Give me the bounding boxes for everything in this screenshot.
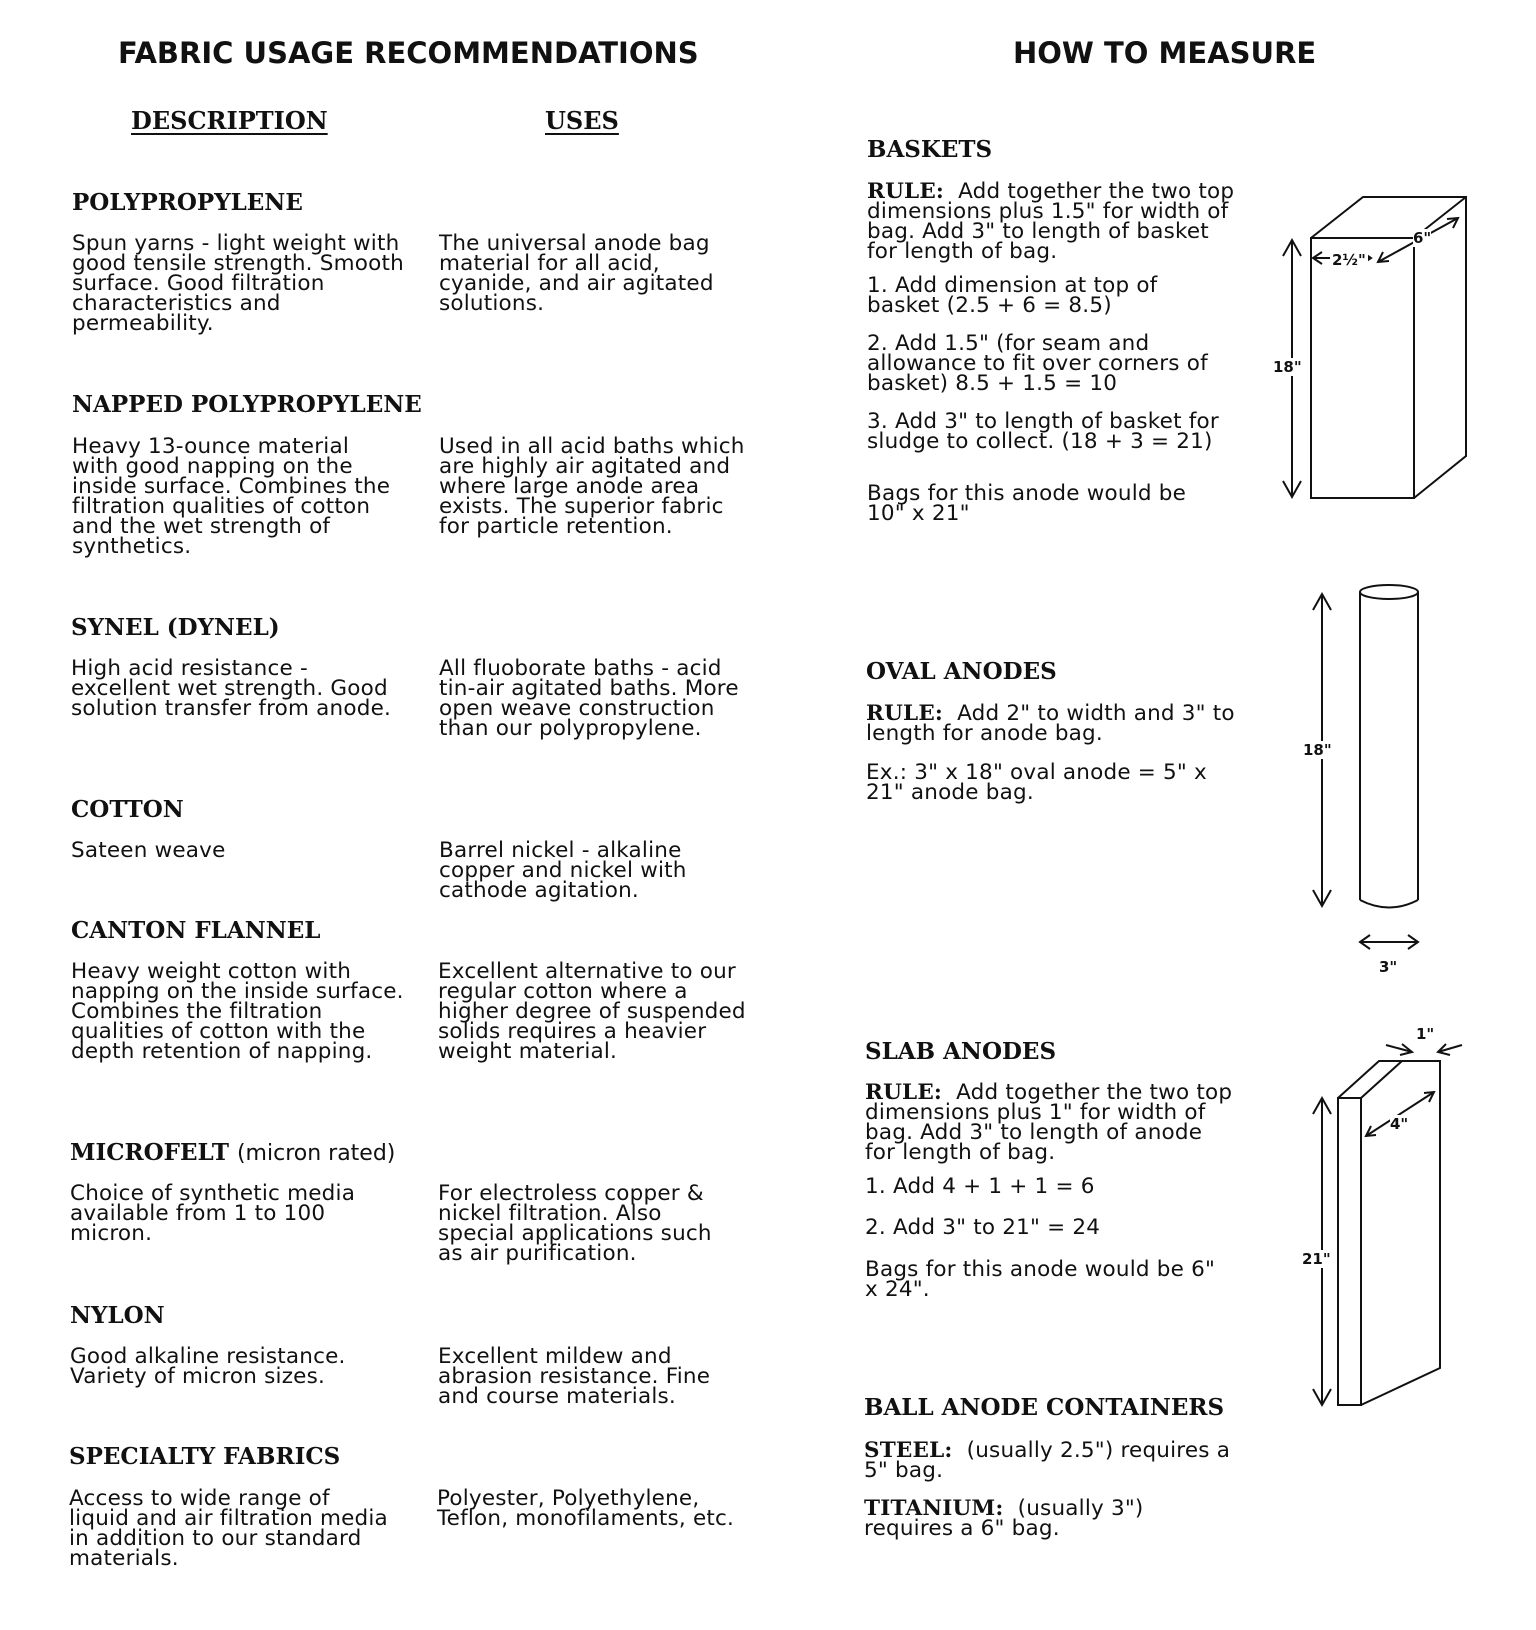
fabric-name: SYNEL (DYNEL) bbox=[71, 614, 280, 641]
fabric-description: High acid resistance - excellent wet strength. Good solution transfer from anode. bbox=[71, 656, 392, 721]
baskets-step-2: 2. Add 1.5" (for seam and allowance to fit over corners of basket) 8.5 + 1.5 = 10 bbox=[867, 331, 1208, 396]
slab-step-2: 2. Add 3" to 21" = 24 bbox=[865, 1215, 1101, 1240]
fabric-description: Access to wide range of liquid and air filtration media in addition to our standard materials. bbox=[69, 1486, 388, 1571]
slab-width-label: 4" bbox=[1390, 1115, 1409, 1133]
fabric-name: CANTON FLANNEL bbox=[71, 917, 321, 944]
slab-anodes-heading: SLAB ANODES bbox=[865, 1038, 1057, 1065]
oval-width-arrow bbox=[1360, 935, 1418, 949]
rule-label: RULE: bbox=[866, 701, 944, 726]
basket-depth-label: 6" bbox=[1413, 229, 1432, 247]
description-column-header: DESCRIPTION bbox=[131, 106, 328, 135]
rule-text: Add 2" to width and 3" to length for anode bag. bbox=[866, 701, 1235, 746]
fabric-name: NYLON bbox=[70, 1302, 165, 1329]
fabric-name-text: MICROFELT bbox=[70, 1139, 229, 1166]
fabric-description: Spun yarns - light weight with good tensile strength. Smooth surface. Good filtration characteristics and permeability. bbox=[72, 231, 404, 336]
oval-example: Ex.: 3" x 18" oval anode = 5" x 21" anode bag. bbox=[866, 760, 1207, 805]
oval-height-label: 18" bbox=[1303, 741, 1332, 759]
fabric-description: Heavy 13-ounce material with good napping on the inside surface. Combines the filtration qualities of cotton and the wet strength of synthetics. bbox=[72, 434, 391, 559]
fabric-uses: Excellent mildew and abrasion resistance. Fine and course materials. bbox=[438, 1344, 711, 1409]
fabric-name: SPECIALTY FABRICS bbox=[69, 1443, 341, 1470]
slab-step-1: 1. Add 4 + 1 + 1 = 6 bbox=[865, 1174, 1095, 1199]
fabric-uses: All fluoborate baths - acid tin-air agitated baths. More open weave construction than our polypropylene. bbox=[439, 656, 739, 741]
fabric-uses: Excellent alternative to our regular cotton where a higher degree of suspended solids requires a heavier weight material. bbox=[438, 959, 746, 1064]
rule-label: RULE: bbox=[865, 1080, 943, 1105]
uses-column-header: USES bbox=[545, 106, 619, 135]
slab-anode-diagram bbox=[1313, 1044, 1462, 1405]
rule-label: RULE: bbox=[867, 179, 945, 204]
fabric-uses: The universal anode bag material for all acid, cyanide, and air agitated solutions. bbox=[439, 231, 714, 316]
slab-result: Bags for this anode would be 6" x 24". bbox=[865, 1257, 1216, 1302]
fabric-name: NAPPED POLYPROPYLENE bbox=[72, 391, 422, 418]
slab-height-label: 21" bbox=[1302, 1250, 1331, 1268]
fabric-uses: Barrel nickel - alkaline copper and nickel with cathode agitation. bbox=[439, 838, 687, 903]
fabric-description: Choice of synthetic media available from 1 to 100 micron. bbox=[70, 1181, 356, 1246]
slab-thickness-label: 1" bbox=[1416, 1025, 1435, 1043]
steel-label: STEEL: bbox=[864, 1438, 953, 1463]
how-to-measure-title: HOW TO MEASURE bbox=[1013, 36, 1317, 70]
titanium-label: TITANIUM: bbox=[864, 1496, 1004, 1521]
baskets-step-1: 1. Add dimension at top of basket (2.5 + 6 = 8.5) bbox=[867, 273, 1158, 318]
fabric-uses: For electroless copper & nickel filtration. Also special applications such as air purification. bbox=[438, 1181, 712, 1266]
rule-text: Add together the two top dimensions plus 1.5" for width of bag. Add 3" to length of basket for length of bag. bbox=[867, 179, 1235, 264]
fabric-description: Sateen weave bbox=[71, 838, 226, 863]
titanium-text: (usually 3") requires a 6" bag. bbox=[864, 1496, 1144, 1541]
oval-anodes-heading: OVAL ANODES bbox=[866, 658, 1057, 685]
fabric-usage-title: FABRIC USAGE RECOMMENDATIONS bbox=[118, 36, 699, 70]
ball-anode-containers-heading: BALL ANODE CONTAINERS bbox=[864, 1394, 1225, 1421]
steel-text: (usually 2.5") requires a 5" bag. bbox=[864, 1438, 1231, 1483]
fabric-description: Heavy weight cotton with napping on the inside surface. Combines the filtration qualities of cotton with the depth retention of napping. bbox=[71, 959, 404, 1064]
fabric-qualifier: (micron rated) bbox=[236, 1141, 396, 1166]
fabric-uses: Used in all acid baths which are highly air agitated and where large anode area exists. The superior fabric for particle retention. bbox=[439, 434, 745, 539]
rule-text: Add together the two top dimensions plus 1" for width of bag. Add 3" to length of anode for length of bag. bbox=[865, 1080, 1233, 1165]
baskets-result: Bags for this anode would be 10" x 21" bbox=[867, 481, 1187, 526]
thickness-arrows bbox=[1386, 1044, 1462, 1055]
fabric-uses: Polyester, Polyethylene, Teflon, monofilaments, etc. bbox=[437, 1486, 735, 1531]
baskets-step-3: 3. Add 3" to length of basket for sludge to collect. (18 + 3 = 21) bbox=[867, 409, 1219, 454]
baskets-heading: BASKETS bbox=[867, 136, 993, 163]
oval-anode-diagram bbox=[1313, 585, 1418, 949]
fabric-name: COTTON bbox=[71, 796, 184, 823]
fabric-name: POLYPROPYLENE bbox=[72, 189, 303, 216]
oval-width-label: 3" bbox=[1379, 958, 1398, 976]
basket-diagram bbox=[1283, 197, 1466, 498]
basket-height-label: 18" bbox=[1273, 358, 1302, 376]
basket-width-label: 2½" bbox=[1332, 251, 1366, 269]
fabric-description: Good alkaline resistance. Variety of micron sizes. bbox=[70, 1344, 346, 1389]
